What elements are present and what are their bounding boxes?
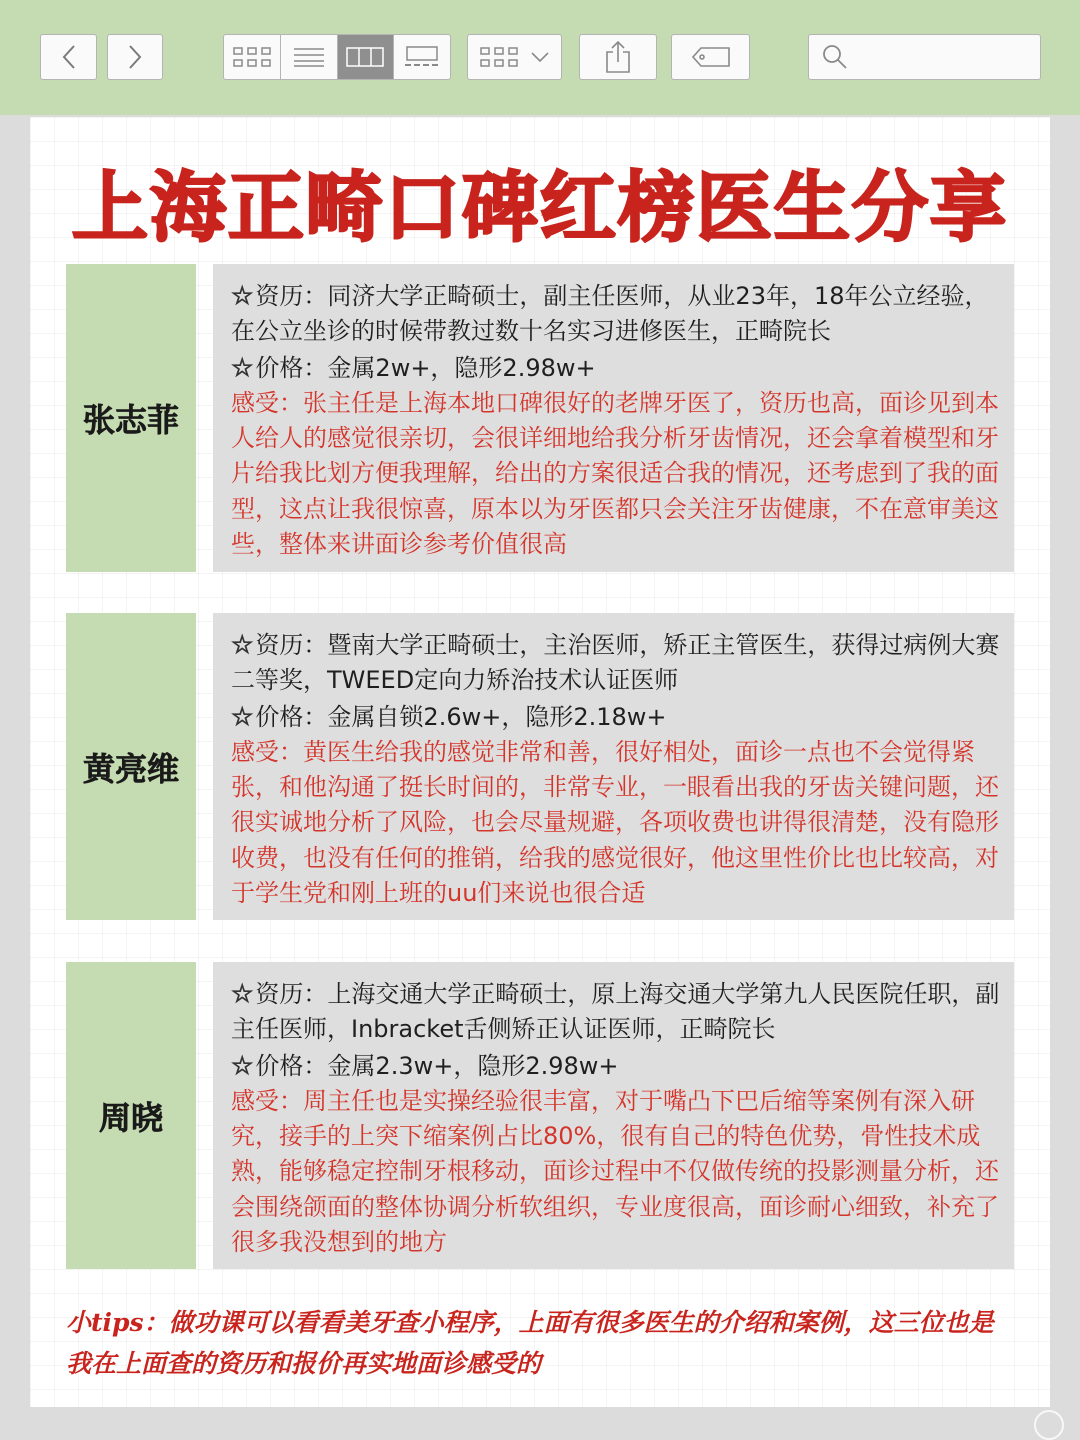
feeling-text: 黄医生给我的感觉非常和善，很好相处，面诊一点也不会觉得紧张，和他沟通了挺长时间的，非常专业，一眼看出我的牙齿关键问题，还很实诚地分析了风险，也会尽量规避，各项收费也讲得很清楚，没有隐形收费，也没有任何的推销，给我的感觉很好，他这里性价比也比较高，对于学生党和刚上班的uu们来说也很合适 bbox=[231, 737, 999, 908]
back-button[interactable] bbox=[40, 34, 97, 80]
doctor-info-card bbox=[213, 962, 1014, 1269]
corner-watermark-icon bbox=[1034, 1410, 1064, 1440]
forward-arrow-icon bbox=[127, 44, 143, 70]
view-mode-segmented-control bbox=[223, 34, 451, 80]
star-icon: ☆ bbox=[231, 701, 254, 731]
doctor-name-box bbox=[66, 264, 196, 572]
tips-note: 小tips：做功课可以看看美牙查小程序，上面有很多医生的介绍和案例，这三位也是我在上面查的资历和报价再实地面诊感受的 bbox=[66, 1308, 994, 1378]
back-arrow-icon bbox=[61, 44, 77, 70]
doctor-name: 周晓 bbox=[98, 1098, 163, 1137]
grid-view-button[interactable] bbox=[224, 35, 281, 79]
doctor-info-card bbox=[213, 613, 1014, 920]
price-line: ☆价格：金属2.3w+，隐形2.98w+ bbox=[231, 1050, 619, 1080]
price-line: ☆价格：金属自锁2.6w+，隐形2.18w+ bbox=[231, 701, 667, 731]
list-view-icon bbox=[292, 46, 326, 68]
feeling-line: 感受：周主任也是实操经验很丰富，对于嘴凸下巴后缩等案例有深入研究，接手的上突下缩案例占比80%，很有自己的特色优势，骨性技术成熟，能够稳定控制牙根移动，面诊过程中不仅做传统的投影测量分析，还会围绕颌面的整体协调分析软组织，专业度很高，面诊耐心细致，补充了很多我没想到的地方 bbox=[231, 1086, 999, 1257]
window-toolbar bbox=[0, 0, 1080, 115]
tag-button[interactable] bbox=[671, 34, 750, 80]
star-icon: ☆ bbox=[231, 1050, 254, 1080]
price-text: 金属自锁2.6w+，隐形2.18w+ bbox=[327, 702, 667, 731]
group-by-dropdown[interactable] bbox=[467, 34, 562, 80]
column-view-button[interactable] bbox=[338, 35, 395, 79]
qualification-line: ☆资历：同济大学正畸硕士，副主任医师，从业23年，18年公立经验，在公立坐诊的时候带教过数十名实习进修医生，正畸院长 bbox=[231, 281, 989, 346]
grid-view-icon bbox=[232, 46, 272, 68]
star-icon: ☆ bbox=[231, 352, 254, 382]
qualification-line: ☆资历：上海交通大学正畸硕士，原上海交通大学第九人民医院任职，副主任医师，Inbracket舌侧矫正认证医师，正畸院长 bbox=[231, 979, 1000, 1044]
star-icon: ☆ bbox=[231, 630, 254, 659]
price-text: 金属2.3w+，隐形2.98w+ bbox=[327, 1051, 619, 1080]
column-view-icon bbox=[345, 46, 385, 68]
doctor-info-card bbox=[213, 264, 1014, 572]
star-icon: ☆ bbox=[231, 281, 254, 310]
price-text: 金属2w+，隐形2.98w+ bbox=[327, 353, 596, 382]
doctor-name-box bbox=[66, 613, 196, 920]
doctor-name: 黄亮维 bbox=[82, 749, 179, 788]
forward-button[interactable] bbox=[107, 34, 163, 80]
list-view-button[interactable] bbox=[281, 35, 338, 79]
gallery-view-icon bbox=[403, 45, 441, 69]
feeling-text: 周主任也是实操经验很丰富，对于嘴凸下巴后缩等案例有深入研究，接手的上突下缩案例占比80%，很有自己的特色优势，骨性技术成熟，能够稳定控制牙根移动，面诊过程中不仅做传统的投影测量分析，还会围绕颌面的整体协调分析软组织，专业度很高，面诊耐心细致，补充了很多我没想到的地方 bbox=[231, 1086, 999, 1257]
doctor-name: 张志菲 bbox=[82, 401, 179, 439]
feeling-line: 感受：张主任是上海本地口碑很好的老牌牙医了，资历也高，面诊见到本人给人的感觉很亲切，会很详细地给我分析牙齿情况，还会拿着模型和牙片给我比划方便我理解，给出的方案很适合我的情况，还考虑到了我的面型，这点让我很惊喜，原本以为牙医都只会关注牙齿健康，不在意审美这些，整体来讲面诊参考价值很高 bbox=[231, 388, 999, 559]
chevron-down-icon bbox=[529, 50, 551, 64]
share-icon bbox=[604, 40, 632, 74]
feeling-text: 张主任是上海本地口碑很好的老牌牙医了，资历也高，面诊见到本人给人的感觉很亲切，会很详细地给我分析牙齿情况，还会拿着模型和牙片给我比划方便我理解，给出的方案很适合我的情况，还考虑到了我的面型，这点让我很惊喜，原本以为牙医都只会关注牙齿健康，不在意审美这些，整体来讲面诊参考价值很高 bbox=[231, 388, 999, 559]
price-line: ☆价格：金属2w+，隐形2.98w+ bbox=[231, 352, 596, 382]
qualification-text: 同济大学正畸硕士，副主任医师，从业23年，18年公立经验，在公立坐诊的时候带教过数十名实习进修医生，正畸院长 bbox=[231, 282, 989, 346]
qualification-text: 上海交通大学正畸硕士，原上海交通大学第九人民医院任职，副主任医师，Inbracket舌侧矫正认证医师，正畸院长 bbox=[231, 980, 1000, 1044]
group-icon bbox=[479, 46, 519, 68]
page-title: 上海正畸口碑红榜医生分享 bbox=[72, 163, 1008, 252]
search-icon bbox=[821, 43, 849, 71]
share-button[interactable] bbox=[579, 34, 657, 80]
feeling-line: 感受：黄医生给我的感觉非常和善，很好相处，面诊一点也不会觉得紧张，和他沟通了挺长时间的，非常专业，一眼看出我的牙齿关键问题，还很实诚地分析了风险，也会尽量规避，各项收费也讲得很清楚，没有隐形收费，也没有任何的推销，给我的感觉很好，他这里性价比也比较高，对于学生党和刚上班的uu们来说也很合适 bbox=[231, 737, 999, 908]
note-page bbox=[30, 117, 1050, 1407]
search-field[interactable] bbox=[808, 34, 1041, 80]
tag-icon bbox=[691, 46, 731, 68]
qualification-text: 暨南大学正畸硕士，主治医师，矫正主管医生，获得过病例大赛二等奖，TWEED定向力矫治技术认证医师 bbox=[231, 631, 1000, 695]
qualification-line: ☆资历：暨南大学正畸硕士，主治医师，矫正主管医生，获得过病例大赛二等奖，TWEED定向力矫治技术认证医师 bbox=[231, 630, 1000, 695]
doctor-name-box bbox=[66, 962, 196, 1269]
star-icon: ☆ bbox=[231, 979, 254, 1008]
gallery-view-button[interactable] bbox=[394, 35, 450, 79]
